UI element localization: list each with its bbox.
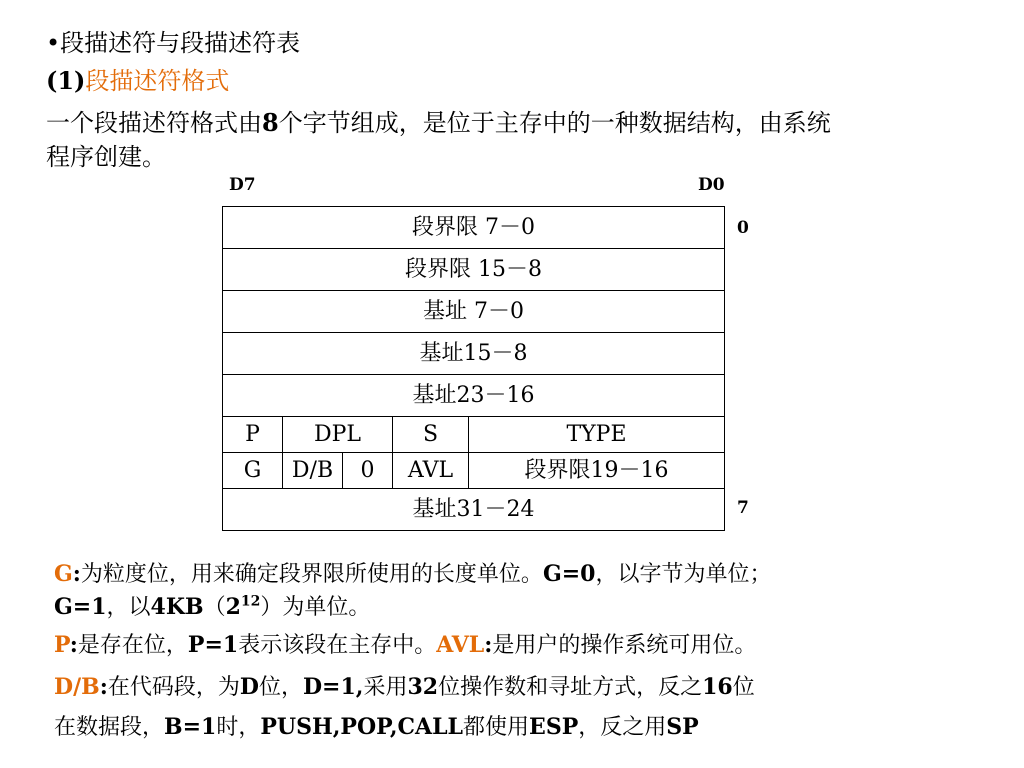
table-row	[223, 291, 725, 333]
subheading-title: 段描述符格式	[85, 67, 230, 95]
note-bold: SP	[666, 714, 699, 740]
cell-dpl: DPL	[283, 417, 393, 453]
note-text: 在代码段，为	[107, 675, 240, 700]
intro-text: 程序创建。	[46, 143, 166, 171]
note-text: ）为单位。	[260, 595, 371, 620]
note-bold: 4KB	[150, 594, 204, 620]
note-bold: D=1,	[302, 674, 364, 700]
subheading	[46, 66, 229, 96]
cell-g: G	[223, 453, 283, 489]
note-text: 在数据段，	[54, 715, 165, 740]
colon: :	[484, 632, 493, 658]
bullet: •	[46, 29, 61, 57]
intro-text: 个字节组成，是位于主存中的一种数据结构，由系统	[278, 109, 831, 137]
cell-base-31-24: 基址31－24	[223, 489, 725, 531]
intro-line-2	[46, 142, 166, 172]
table-row	[223, 333, 725, 375]
label-byte0: 0	[737, 218, 749, 238]
heading-text: 段描述符与段描述符表	[60, 29, 301, 57]
note-text: 为粒度位，用来确定段界限所使用的长度单位。	[80, 562, 543, 587]
note-bold: 16	[702, 674, 733, 700]
note-text: 时，	[216, 715, 261, 740]
note-text: 是用户的操作系统可用位。	[492, 633, 757, 658]
cell-base-23-16: 基址23－16	[223, 375, 725, 417]
note-bold: D	[239, 674, 259, 700]
note-text: ，以	[106, 595, 151, 620]
table-row	[223, 249, 725, 291]
key-p: P	[54, 632, 70, 658]
note-bold: G=1	[54, 594, 107, 620]
note-text: ，以字节为单位；	[595, 562, 772, 587]
note-text: 都使用	[463, 715, 530, 740]
note-bold: P=1	[187, 632, 239, 658]
note-text: 采用	[363, 675, 408, 700]
cell-base-7-0: 基址 7－0	[223, 291, 725, 333]
note-db-line2	[54, 712, 699, 743]
table-row	[223, 207, 725, 249]
colon: :	[99, 674, 108, 700]
note-bold: 2	[225, 594, 241, 620]
table-row	[223, 375, 725, 417]
key-db: D/B	[54, 674, 100, 700]
note-bold: PUSH,POP,CALL	[260, 714, 464, 740]
note-text: 位	[732, 675, 755, 700]
note-text: 位，	[258, 675, 303, 700]
cell-limit-7-0: 段界限 7－0	[223, 207, 725, 249]
colon: :	[69, 632, 78, 658]
cell-db: D/B	[283, 453, 343, 489]
cell-s: S	[393, 417, 469, 453]
note-text: ，反之用	[578, 715, 667, 740]
note-text: （	[203, 595, 226, 620]
label-d0: D0	[698, 175, 725, 195]
cell-zero: 0	[343, 453, 393, 489]
colon: :	[72, 561, 81, 587]
table-row	[223, 453, 725, 489]
cell-avl: AVL	[393, 453, 469, 489]
label-byte7: 7	[737, 498, 749, 518]
cell-p: P	[223, 417, 283, 453]
intro-line-1	[46, 108, 831, 138]
intro-bytes: 8	[262, 108, 279, 137]
note-bold: B=1	[164, 714, 217, 740]
table-row	[223, 489, 725, 531]
intro-text: 一个段描述符格式由	[46, 109, 262, 137]
table-row	[223, 417, 725, 453]
exponent: 12	[240, 593, 261, 610]
section-heading	[46, 28, 300, 58]
note-text: 表示该段在主存中。	[238, 633, 437, 658]
label-d7: D7	[229, 175, 256, 195]
note-p	[54, 630, 756, 661]
note-bold: 32	[407, 674, 439, 700]
cell-type: TYPE	[469, 417, 725, 453]
key-avl: AVL	[436, 632, 485, 658]
descriptor-table	[222, 206, 725, 531]
cell-base-15-8: 基址15－8	[223, 333, 725, 375]
note-text: 位操作数和寻址方式，反之	[438, 675, 703, 700]
note-bold: ESP	[529, 714, 579, 740]
note-g-line2	[54, 592, 370, 623]
cell-limit-19-16: 段界限19－16	[469, 453, 725, 489]
note-g	[54, 559, 771, 590]
key-g: G	[54, 561, 73, 587]
note-bold: G=0	[542, 561, 596, 587]
note-db	[54, 672, 755, 703]
note-text: 是存在位，	[77, 633, 188, 658]
subheading-number: (1)	[46, 66, 86, 95]
cell-limit-15-8: 段界限 15－8	[223, 249, 725, 291]
